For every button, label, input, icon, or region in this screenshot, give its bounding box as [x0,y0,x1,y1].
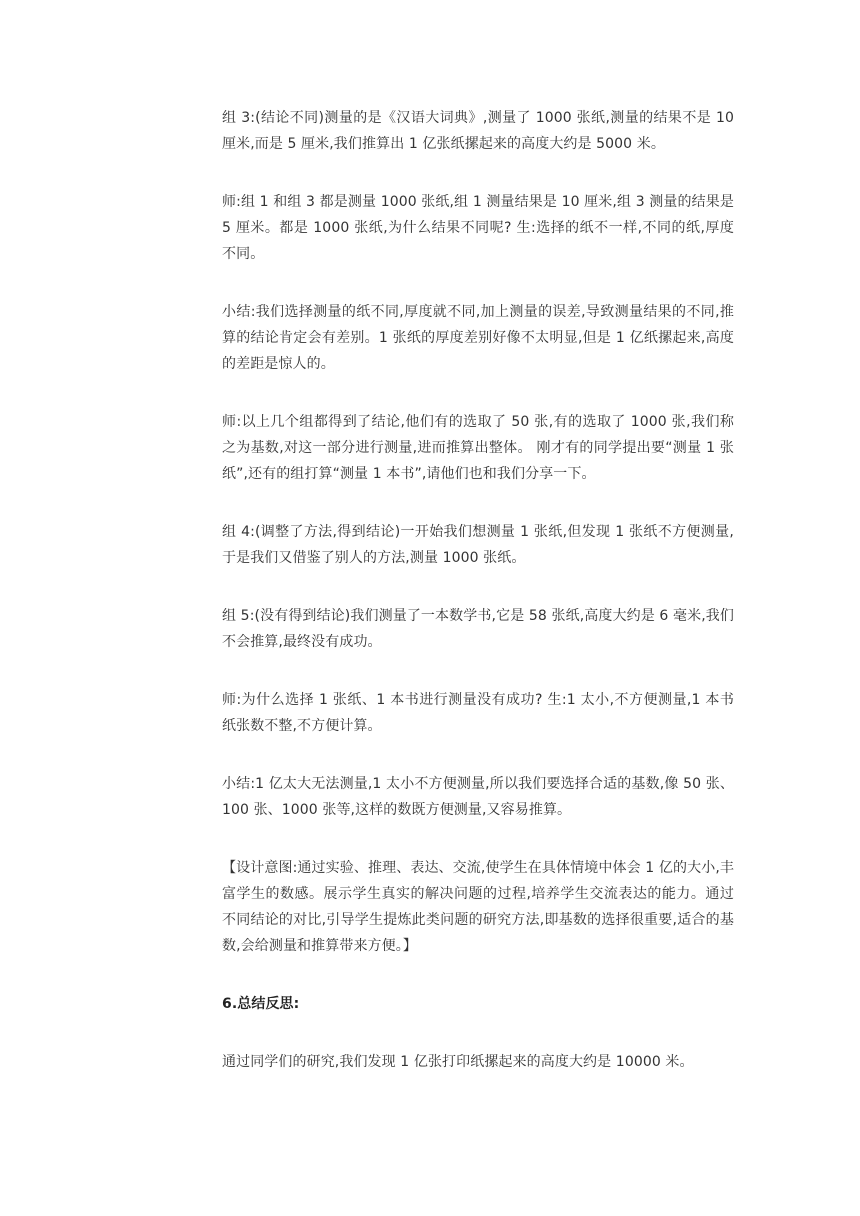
paragraph-group3-result: 组 3:(结论不同)测量的是《汉语大词典》,测量了 1000 张纸,测量的结果不是 10 厘米,而是 5 厘米,我们推算出 1 亿张纸摞起来的高度大约是 5000 米。 [222,110,734,152]
paragraph-teacher-why-failed: 师:为什么选择 1 张纸、1 本书进行测量没有成功? 生:1 太小,不方便测量,1 本书纸张数不整,不方便计算。 [222,692,734,734]
paragraph-design-intent: 【设计意图:通过实验、推理、表达、交流,使学生在具体情境中体会 1 亿的大小,丰富学生的数感。展示学生真实的解决问题的过程,培养学生交流表达的能力。通过不同结论的对比,引导学生提炼此类问题的研究方法,即基数的选择很重要,适合的基数,会给测量和推算带来方便。】 [222,860,734,954]
paragraph-group4-result: 组 4:(调整了方法,得到结论)一开始我们想测量 1 张纸,但发现 1 张纸不方便测量,于是我们又借鉴了别人的方法,测量 1000 张纸。 [222,524,734,566]
paragraph-group5-result: 组 5:(没有得到结论)我们测量了一本数学书,它是 58 张纸,高度大约是 6 毫米,我们不会推算,最终没有成功。 [222,608,734,650]
paragraph-summary-thickness: 小结:我们选择测量的纸不同,厚度就不同,加上测量的误差,导致测量结果的不同,推算的结论肯定会有差别。1 张纸的厚度差别好像不太明显,但是 1 亿纸摞起来,高度的差距是惊人的。 [222,304,734,372]
paragraph-final-conclusion: 通过同学们的研究,我们发现 1 亿张打印纸摞起来的高度大约是 10000 米。 [222,1054,694,1070]
paragraph-summary-base-choice: 小结:1 亿太大无法测量,1 太小不方便测量,所以我们要选择合适的基数,像 50 张、100 张、1000 张等,这样的数既方便测量,又容易推算。 [222,776,734,818]
document-body [222,105,734,1107]
paragraph-teacher-question: 师:组 1 和组 3 都是测量 1000 张纸,组 1 测量结果是 10 厘米,组 3 测量的结果是 5 厘米。都是 1000 张纸,为什么结果不同呢? 生:选择的纸不一样,不同的纸,厚度不同。 [222,194,734,262]
section-heading-summary: 6.总结反思: [222,996,300,1012]
paragraph-teacher-base-number: 师:以上几个组都得到了结论,他们有的选取了 50 张,有的选取了 1000 张,我们称之为基数,对这一部分进行测量,进而推算出整体。 刚才有的同学提出要“测量 1 张纸”,还有的组打算“测量 1 本书”,请他们也和我们分享一下。 [222,414,734,482]
